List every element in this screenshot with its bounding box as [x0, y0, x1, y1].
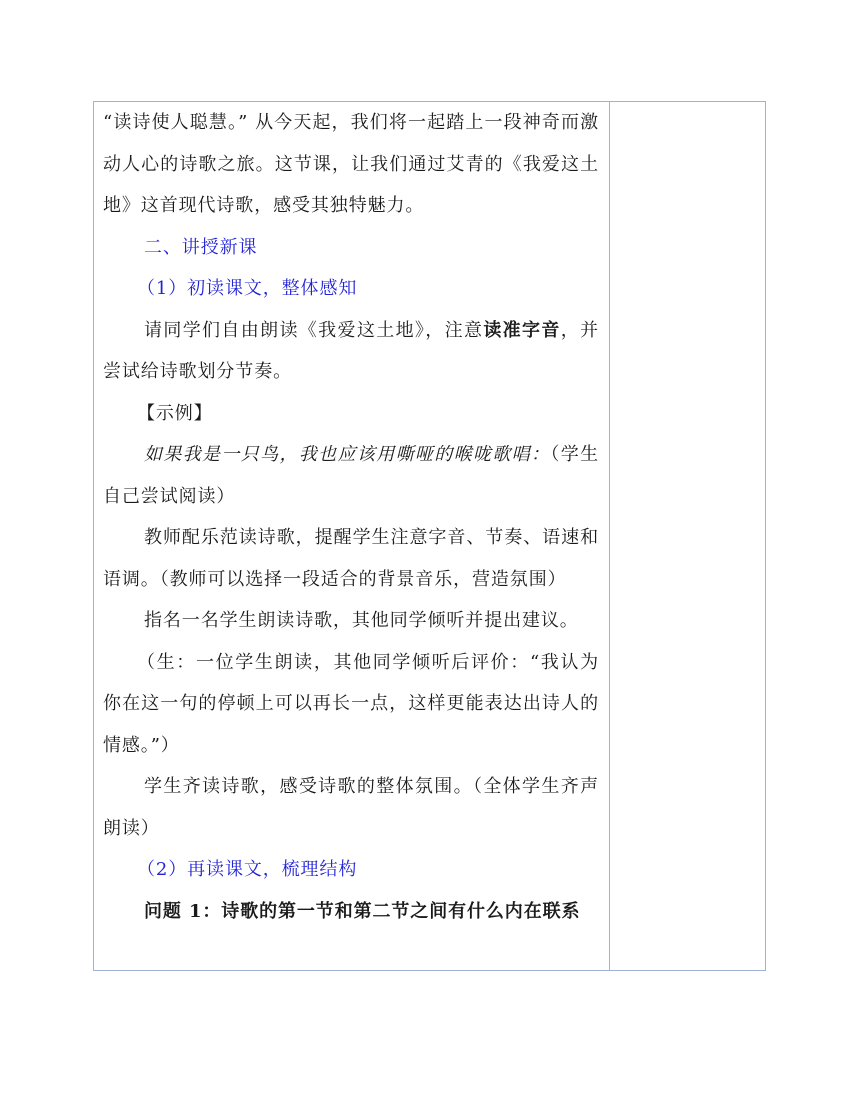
column-divider: [609, 102, 610, 970]
example-paragraph: [103, 434, 599, 517]
teacher-reading-paragraph: 教师配乐范读诗歌，提醒学生注意字音、节奏、语速和语调。（教师可以选择一段适合的背景音乐，营造氛围）: [103, 527, 599, 590]
student-reading-paragraph: 指名一名学生朗读诗歌，其他同学倾听并提出建议。: [144, 610, 579, 631]
question-one: 问题 1：诗歌的第一节和第二节之间有什么内在联系: [144, 900, 581, 922]
example-label: 【示例】: [137, 402, 213, 424]
lesson-table: [93, 101, 766, 971]
reading-instruction-paragraph: [103, 310, 599, 393]
section-heading-teaching: 二、讲授新课: [144, 236, 258, 258]
example-poem-line: 如果我是一只鸟，我也应该用嘶哑的喉咙歌唱：: [144, 444, 551, 465]
student-feedback-paragraph: （生：一位学生朗读，其他同学倾听后评价：“我认为你在这一句的停顿上可以再长一点，这样更能表达出诗人的情感。”）: [103, 651, 599, 756]
group-reading-paragraph: 学生齐读诗歌，感受诗歌的整体氛围。（全体学生齐声朗读）: [103, 776, 599, 839]
lesson-content-cell: [103, 102, 599, 932]
subheading-second-reading: （2）再读课文，梳理结构: [137, 859, 358, 880]
subheading-first-reading: （1）初读课文，整体感知: [137, 278, 358, 299]
example-note: （学生自己尝试阅读）: [103, 444, 599, 507]
reading-instruction-tail: ，并尝试给诗歌划分节奏。: [103, 319, 599, 382]
reading-instruction-emphasis: 读准字音: [483, 319, 561, 341]
reading-instruction-text: 请同学们自由朗读《我爱这土地》，注意: [144, 319, 484, 341]
intro-paragraph: “读诗使人聪慧。” 从今天起，我们将一起踏上一段神奇而激动人心的诗歌之旅。这节课，让我们通过艾青的《我爱这土地》这首现代诗歌，感受其独特魅力。: [103, 112, 599, 216]
